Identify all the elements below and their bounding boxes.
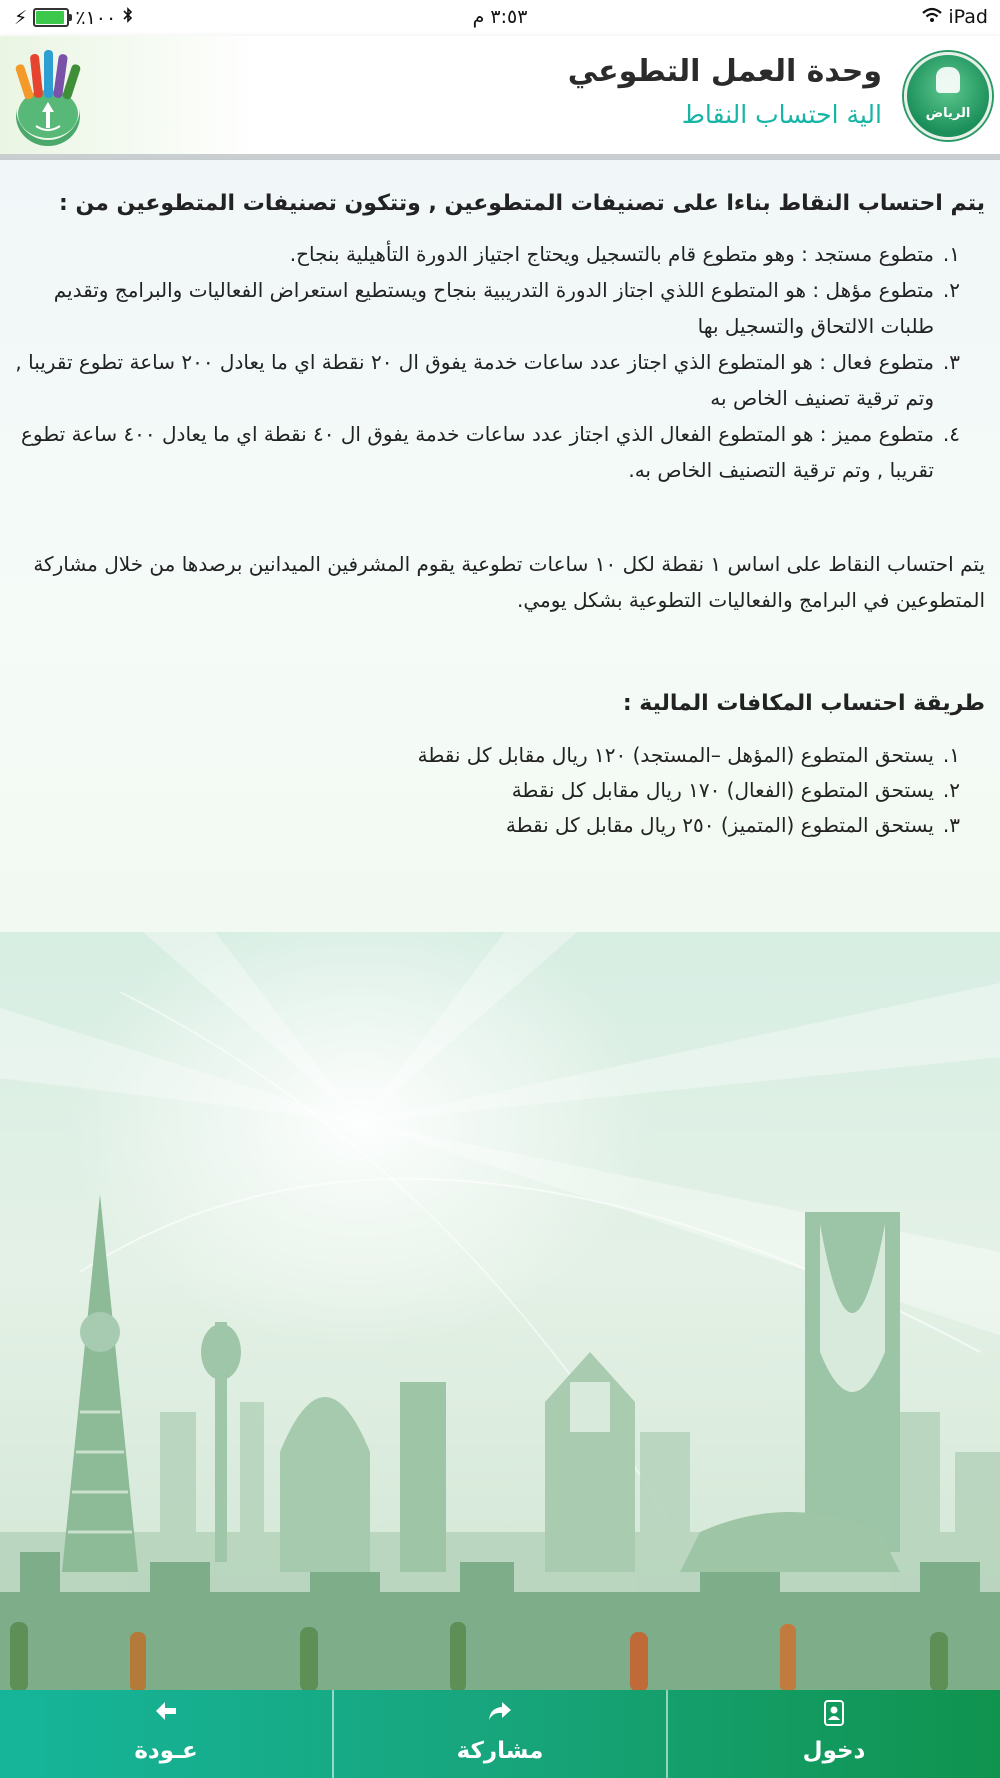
status-right xyxy=(922,6,988,28)
seal-emblem-icon xyxy=(936,67,960,93)
wifi-icon xyxy=(922,6,942,28)
seal-text: الرياض xyxy=(925,106,971,121)
back-label: عـودة xyxy=(134,1738,198,1764)
share-arrow-icon xyxy=(334,1700,666,1730)
list-item: متطوع مستجد : وهو متطوع قام بالتسجيل ويحتاج اجتياز الدورة التأهيلية بنجاح. xyxy=(289,242,934,266)
page-subtitle: الية احتساب النقاط xyxy=(681,100,882,129)
share-button[interactable] xyxy=(332,1690,666,1778)
login-button[interactable] xyxy=(666,1690,1000,1778)
content-panel xyxy=(0,160,1000,934)
rewards-list xyxy=(12,738,960,843)
back-arrow-icon xyxy=(0,1700,332,1730)
battery-percent: ٪١٠٠ xyxy=(75,6,117,29)
rewards-title: طريقة احتساب المكافات المالية : xyxy=(622,691,985,716)
list-item: يستحق المتطوع (المتميز) ٢٥٠ ريال مقابل كل نقطة xyxy=(505,813,934,837)
points-note: يتم احتساب النقاط على اساس ١ نقطة لكل ١٠ ساعات تطوعية يقوم المشرفين الميدانين برصدها من خلال مشاركة المتطوعين في البرامج والفعاليات التطوعية بشكل يومي. xyxy=(33,552,985,612)
badge-icon xyxy=(668,1700,1000,1730)
intro-text: يتم احتساب النقاط بناءا على تصنيفات المتطوعين , وتتكون تصنيفات المتطوعين من : xyxy=(59,191,985,216)
app-header xyxy=(0,36,1000,160)
list-item: متطوع فعال : هو المتطوع الذي اجتاز عدد ساعات خدمة يفوق ال ٢٠ نقطة اي ما يعادل ٢٠٠ ساعة تطوع تقريبا , وتم ترقية تصنيف الخاص به xyxy=(15,350,934,410)
back-button[interactable] xyxy=(0,1690,332,1778)
classification-list xyxy=(12,236,960,488)
status-time: ٣:٥٣ م xyxy=(472,6,528,28)
riyadh-skyline-background xyxy=(0,932,1000,1690)
device-name: iPad xyxy=(948,6,988,28)
charging-icon: ⚡ xyxy=(14,6,28,29)
share-label: مشاركة xyxy=(456,1738,544,1764)
bottom-tab-bar xyxy=(0,1690,1000,1778)
status-bar xyxy=(0,0,1000,36)
page-title: وحدة العمل التطوعي xyxy=(567,54,882,89)
list-item: يستحق المتطوع (الفعال) ١٧٠ ريال مقابل كل نقطة xyxy=(511,778,934,802)
riyadh-seal-logo xyxy=(904,52,992,140)
list-item: متطوع مميز : هو المتطوع الفعال الذي اجتاز عدد ساعات خدمة يفوق ال ٤٠ نقطة اي ما يعادل ٤٠٠ ساعة تطوع تقريبا , وتم ترقية التصنيف الخاص به. xyxy=(20,422,934,482)
skyline-illustration xyxy=(0,932,1000,1690)
volunteer-hands-logo xyxy=(12,42,84,146)
list-item: يستحق المتطوع (المؤهل –المستجد) ١٢٠ ريال مقابل كل نقطة xyxy=(417,743,934,767)
login-label: دخول xyxy=(802,1738,866,1764)
list-item: متطوع مؤهل : هو المتطوع اللذي اجتاز الدورة التدريبية بنجاح ويستطيع استعراض الفعاليات والبرامج وتقديم طلبات الالتحاق والتسجيل بها xyxy=(53,278,934,338)
